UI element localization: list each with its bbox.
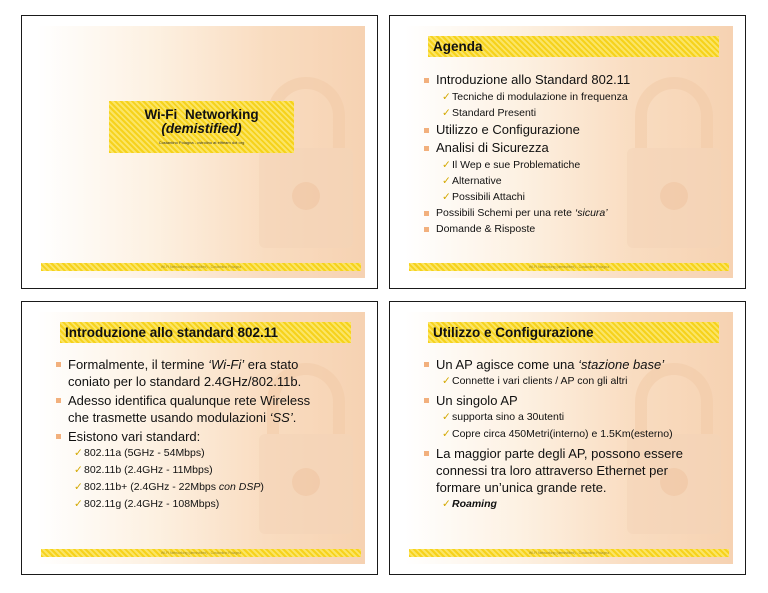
list-item: ✓ 802.11g (2.4GHz - 108Mbps) bbox=[54, 496, 351, 513]
slide-footer: Wi-Fi Networking (demistified) - Costantino Polagna bbox=[41, 549, 361, 557]
list-item: ✓ Roaming bbox=[422, 496, 719, 513]
list-item: ✓ 802.11b (2.4GHz - 11Mbps) bbox=[54, 462, 351, 479]
slide-agenda bbox=[389, 15, 746, 289]
padlock-watermark-icon bbox=[251, 56, 361, 256]
list-item: ✓ Connette i vari clients / AP con gli altri bbox=[422, 373, 719, 390]
slide-introduzione bbox=[21, 301, 378, 575]
list-item: La maggior parte degli AP, possono essere connessi tra loro attraverso Ethernet per formare un’unica grande rete. bbox=[422, 445, 719, 496]
slide-cover bbox=[21, 15, 378, 289]
slide-body bbox=[422, 71, 719, 237]
list-item: ✓ Copre circa 450Metri(interno) e 1.5Km(esterno) bbox=[422, 426, 719, 443]
list-item: Formalmente, il termine ‘Wi-Fi’ era stato coniato per lo standard 2.4GHz/802.11b. bbox=[54, 356, 351, 390]
list-item: ✓ Possibili Attachi bbox=[422, 189, 719, 205]
cover-title-box bbox=[109, 101, 294, 153]
list-item: ✓ Tecniche di modulazione in frequenza bbox=[422, 89, 719, 105]
list-item: Possibili Schemi per una rete ‘sicura’ bbox=[422, 205, 719, 221]
slide-title: Agenda bbox=[428, 36, 719, 57]
list-item: Un AP agisce come una ‘stazione base’ bbox=[422, 356, 719, 373]
list-item: ✓ 802.11b+ (2.4GHz - 22Mbps con DSP) bbox=[54, 479, 351, 496]
list-item: Utilizzo e Configurazione bbox=[422, 121, 719, 139]
list-item: Adesso identifica qualunque rete Wireless che trasmette usando modulazioni ‘SS’. bbox=[54, 392, 351, 426]
cover-subtitle: (demistified) bbox=[161, 121, 242, 136]
slide-body bbox=[54, 354, 351, 513]
list-item: Domande & Risposte bbox=[422, 221, 719, 237]
list-item: ✓ Il Wep e sue Problematiche bbox=[422, 157, 719, 173]
list-item: Esistono vari standard: bbox=[54, 428, 351, 445]
cover-title: Wi-Fi Networking bbox=[144, 107, 259, 122]
slide-footer: Wi-Fi Networking (demistified) - Costantino Polagna bbox=[409, 263, 729, 271]
list-item: ✓ 802.11a (5GHz - 54Mbps) bbox=[54, 445, 351, 462]
list-item: ✓ supporta sino a 30utenti bbox=[422, 409, 719, 426]
list-item: Un singolo AP bbox=[422, 392, 719, 409]
slide-footer: Wi-Fi Networking (demistified) - Costantino Polagna bbox=[409, 549, 729, 557]
cover-author: Costantino Polagna - cstrolino at elfteam dot org bbox=[158, 140, 245, 145]
list-item: ✓ Standard Presenti bbox=[422, 105, 719, 121]
list-item: ✓ Alternative bbox=[422, 173, 719, 189]
list-item: Introduzione allo Standard 802.11 bbox=[422, 71, 719, 89]
slide-utilizzo bbox=[389, 301, 746, 575]
list-item: Analisi di Sicurezza bbox=[422, 139, 719, 157]
slide-title: Utilizzo e Configurazione bbox=[428, 322, 719, 343]
slide-body bbox=[422, 354, 719, 513]
slide-footer: Wi-Fi Networking (demistified) - Costantino Polagna bbox=[41, 263, 361, 271]
slide-title: Introduzione allo standard 802.11 bbox=[60, 322, 351, 343]
